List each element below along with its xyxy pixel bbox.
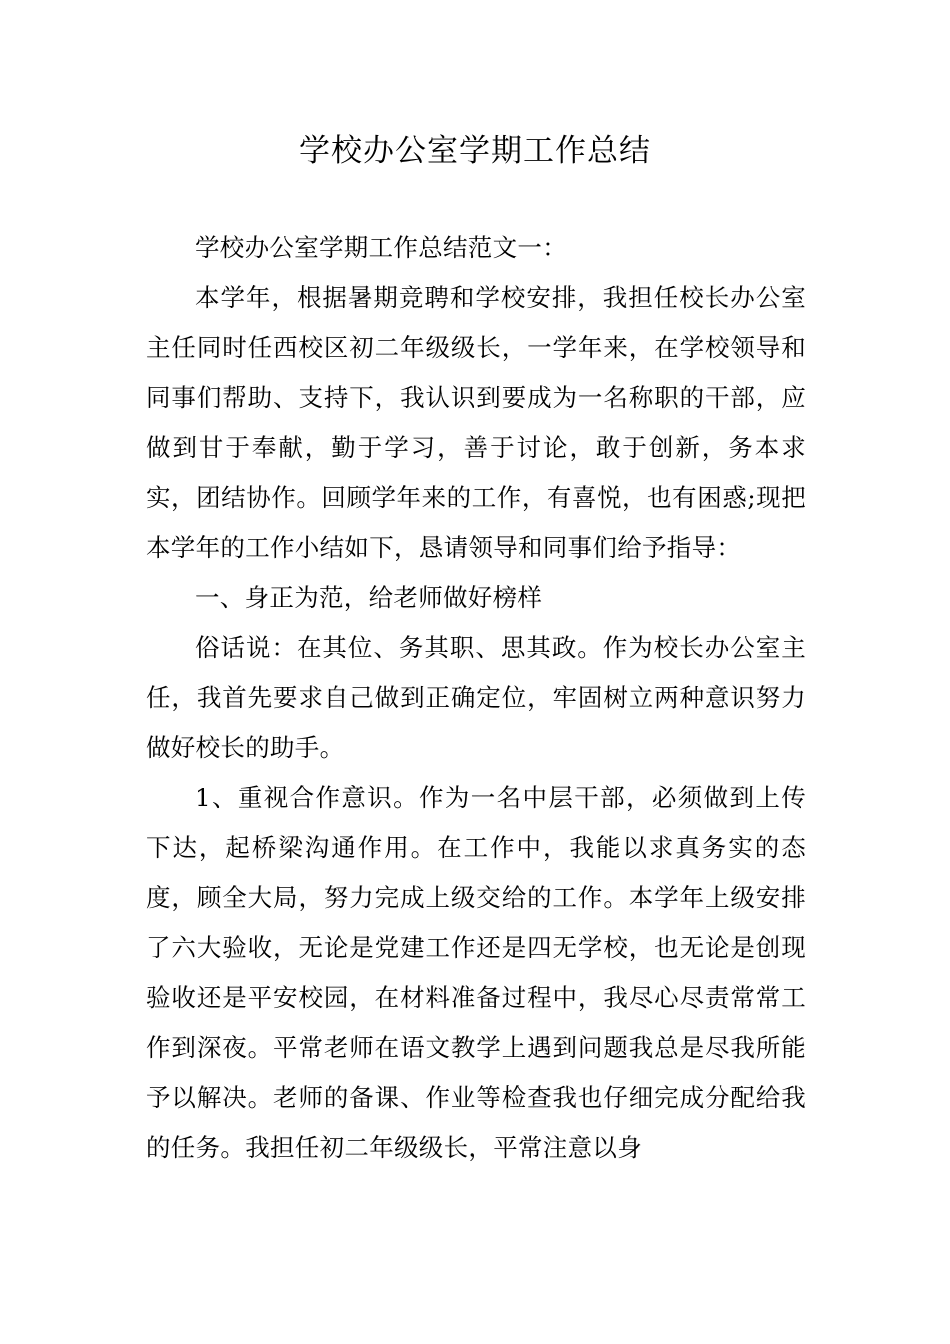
paragraph-cooperation: 1、重视合作意识。作为一名中层干部，必须做到上传下达，起桥梁沟通作用。在工作中，我能以求真务实的态度，顾全大局，努力完成上级交给的工作。本学年上级安排了六大验收，无论是党建工作还是四无学校，也无论是创现验收还是平安校园，在材料准备过程中，我尽心尽责常常工作到深夜。平常老师在语文教学上遇到问题我总是尽我所能予以解决。老师的备课、作业等检查我也仔细完成分配给我的任务。我担任初二年级级长，平常注意以身: [146, 783, 806, 1162]
paragraph-overview: 本学年，根据暑期竞聘和学校安排，我担任校长办公室主任同时任西校区初二年级级长，一学年来，在学校领导和同事们帮助、支持下，我认识到要成为一名称职的干部，应做到甘于奉献，勤于学习，善于讨论，敢于创新，务本求实，团结协作。回顾学年来的工作，有喜悦，也有困惑;现把本学年的工作小结如下，恳请领导和同事们给予指导：: [146, 283, 806, 562]
document-body: [146, 223, 806, 1173]
section-heading-1: 一、身正为范，给老师做好榜样: [195, 583, 543, 612]
paragraph-role: 俗话说：在其位、务其职、思其政。作为校长办公室主任，我首先要求自己做到正确定位，牢固树立两种意识努力做好校长的助手。: [146, 633, 806, 762]
document-title: 学校办公室学期工作总结: [299, 133, 651, 169]
paragraph-intro: 学校办公室学期工作总结范文一：: [195, 233, 567, 262]
